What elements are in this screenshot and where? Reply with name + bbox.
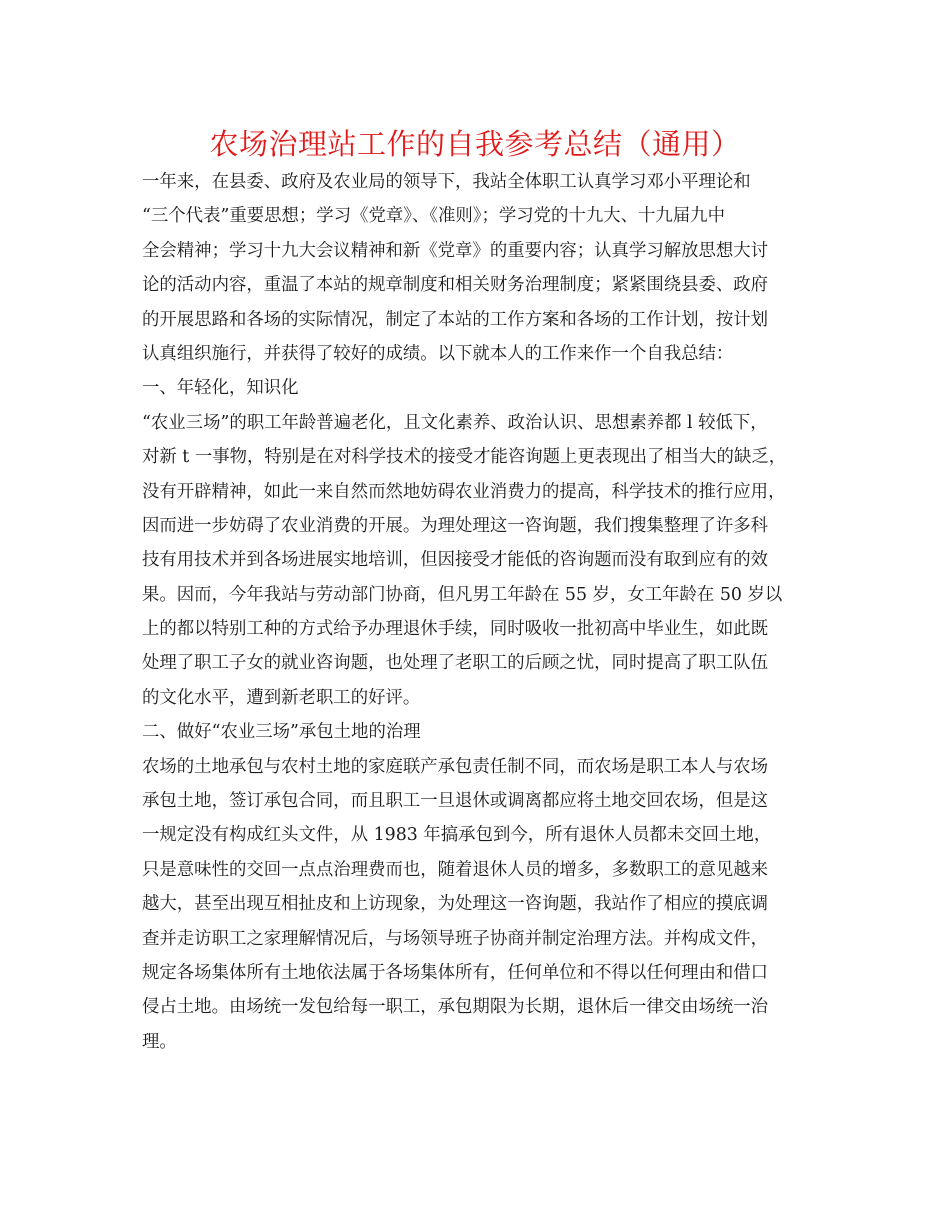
paragraph-line: 一规定没有构成红头文件，从 1983 年搞承包到今，所有退休人员都未交回土地， xyxy=(142,825,772,846)
paragraph-line: 承包土地，签订承包合同，而且职工一旦退休或调离都应将土地交回农场，但是这 xyxy=(142,791,769,812)
paragraph-line: 认真组织施行，并获得了较好的成绩。以下就本人的工作来作一个自我总结： xyxy=(142,343,734,364)
paragraph-line: 只是意味性的交回一点点治理费而也，随着退休人员的增多，多数职工的意见越来 xyxy=(142,859,769,880)
paragraph-line: 没有开辟精神，如此一来自然而然地妨碍农业消费力的提高，科学技术的推行应用， xyxy=(142,481,786,502)
paragraph-line: 因而进一步妨碍了农业消费的开展。为理处理这一咨询题，我们搜集整理了许多科 xyxy=(142,515,769,536)
section-heading: 一、年轻化，知识化 xyxy=(142,378,299,399)
paragraph-line: 对新 t 一事物，特别是在对科学技术的接受才能咨询题上更表现出了相当大的缺乏， xyxy=(142,447,787,468)
document-title: 农场治理站工作的自我参考总结（通用） xyxy=(209,127,741,161)
paragraph-line: “农业三场”的职工年龄普遍老化，且文化素养、政治认识、思想素养都 l 较低下， xyxy=(142,412,768,433)
paragraph-line: 全会精神；学习十九大会议精神和新《党章》的重要内容；认真学习解放思想大讨 xyxy=(142,240,769,261)
paragraph-line: 规定各场集体所有土地依法属于各场集体所有，任何单位和不得以任何理由和借口 xyxy=(142,962,769,983)
paragraph-line: 查并走访职工之家理解情况后，与场领导班子协商并制定治理方法。并构成文件， xyxy=(142,928,769,949)
paragraph-line: 技有用技术并到各场进展实地培训，但因接受才能低的咨询题而没有取到应有的效 xyxy=(142,550,769,571)
paragraph-line: 上的都以特别工种的方式给予办理退休手续，同时吸收一批初高中毕业生，如此既 xyxy=(142,619,769,640)
paragraph-line: 的开展思路和各场的实际情况，制定了本站的工作方案和各场的工作计划，按计划 xyxy=(142,309,769,330)
paragraph-line: 一年来，在县委、政府及农业局的领导下，我站全体职工认真学习邓小平理论和 xyxy=(142,172,751,192)
paragraph-line: 的文化水平，遭到新老职工的好评。 xyxy=(142,687,421,708)
paragraph-line: 处理了职工子女的就业咨询题，也处理了老职工的后顾之忧，同时提高了职工队伍 xyxy=(142,653,769,674)
paragraph-line: 果。因而，今年我站与劳动部门协商，但凡男工年龄在 55 岁，女工年龄在 50 岁以 xyxy=(142,584,783,605)
paragraph-line: 理。 xyxy=(142,1031,177,1052)
paragraph-line: 侵占土地。由场统一发包给每一职工，承包期限为长期，退休后一律交由场统一治 xyxy=(142,997,769,1018)
paragraph-line: 农场的土地承包与农村土地的家庭联产承包责任制不同，而农场是职工本人与农场 xyxy=(142,756,769,777)
document-body xyxy=(142,165,832,1059)
paragraph-line: 越大，甚至出现互相扯皮和上访现象，为处理这一咨询题，我站作了相应的摸底调 xyxy=(142,894,769,915)
paragraph-line: 论的活动内容，重温了本站的规章制度和相关财务治理制度；紧紧围绕县委、政府 xyxy=(142,275,769,296)
section-heading: 二、做好“农业三场”承包土地的治理 xyxy=(142,722,421,743)
paragraph-line: “三个代表”重要思想；学习《党章》、《准则》；学习党的十九大、十九届九中 xyxy=(142,206,725,227)
